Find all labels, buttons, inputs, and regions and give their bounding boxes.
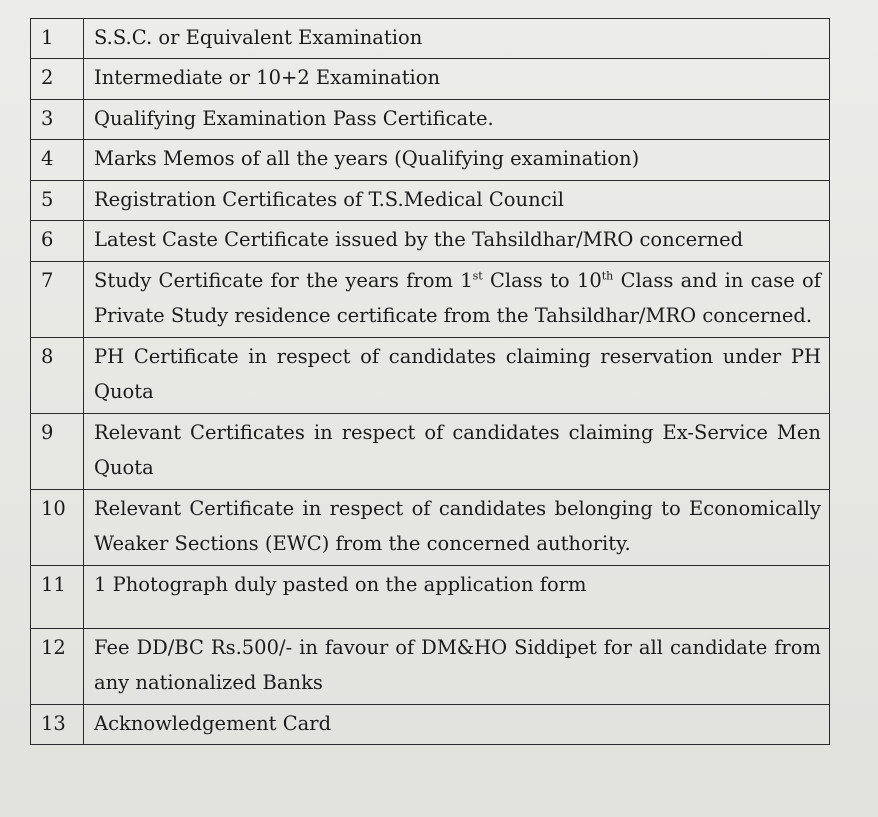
row-number: 13	[31, 704, 84, 744]
row-number: 9	[31, 413, 84, 489]
table-row	[31, 59, 830, 99]
text-part: Study Certificate for the years from 1	[94, 268, 473, 292]
table-row	[31, 489, 830, 565]
table-row	[31, 704, 830, 744]
row-description: Registration Certificates of T.S.Medical Council	[84, 180, 830, 220]
text-part: Class and in case of Private Study residence certificate from the Tahsildhar/MRO concerned.	[94, 268, 822, 328]
row-description: Acknowledgement Card	[84, 704, 830, 744]
table-row	[31, 337, 830, 413]
row-description: 1 Photograph duly pasted on the application form	[84, 565, 830, 628]
table-row	[31, 180, 830, 220]
row-description: Intermediate or 10+2 Examination	[84, 59, 830, 99]
superscript-st: st	[472, 269, 483, 283]
row-number: 2	[31, 59, 84, 99]
row-description: Fee DD/BC Rs.500/- in favour of DM&HO Siddipet for all candidate from any nationalized Banks	[84, 628, 830, 704]
row-number: 12	[31, 628, 84, 704]
row-description: Marks Memos of all the years (Qualifying examination)	[84, 140, 830, 180]
superscript-th: th	[601, 269, 614, 283]
row-number: 5	[31, 180, 84, 220]
row-number: 7	[31, 261, 84, 337]
row-description	[84, 261, 830, 337]
table-row	[31, 628, 830, 704]
row-number: 11	[31, 565, 84, 628]
required-documents-table	[30, 18, 830, 745]
row-number: 3	[31, 99, 84, 139]
table-row	[31, 261, 830, 337]
row-description: Relevant Certificate in respect of candidates belonging to Economically Weaker Sections (EWC) from the concerned authority.	[84, 489, 830, 565]
row-description: PH Certificate in respect of candidates claiming reservation under PH Quota	[84, 337, 830, 413]
row-description: S.S.C. or Equivalent Examination	[84, 19, 830, 59]
table-row	[31, 140, 830, 180]
row-number: 8	[31, 337, 84, 413]
table-row	[31, 413, 830, 489]
table-row	[31, 19, 830, 59]
row-number: 10	[31, 489, 84, 565]
table-row	[31, 221, 830, 261]
row-number: 1	[31, 19, 84, 59]
text-part: Class to 10	[482, 268, 602, 292]
row-description: Latest Caste Certificate issued by the Tahsildhar/MRO concerned	[84, 221, 830, 261]
table-row	[31, 565, 830, 628]
row-number: 6	[31, 221, 84, 261]
row-description: Relevant Certificates in respect of candidates claiming Ex-Service Men Quota	[84, 413, 830, 489]
table-row	[31, 99, 830, 139]
row-number: 4	[31, 140, 84, 180]
row-description: Qualifying Examination Pass Certificate.	[84, 99, 830, 139]
